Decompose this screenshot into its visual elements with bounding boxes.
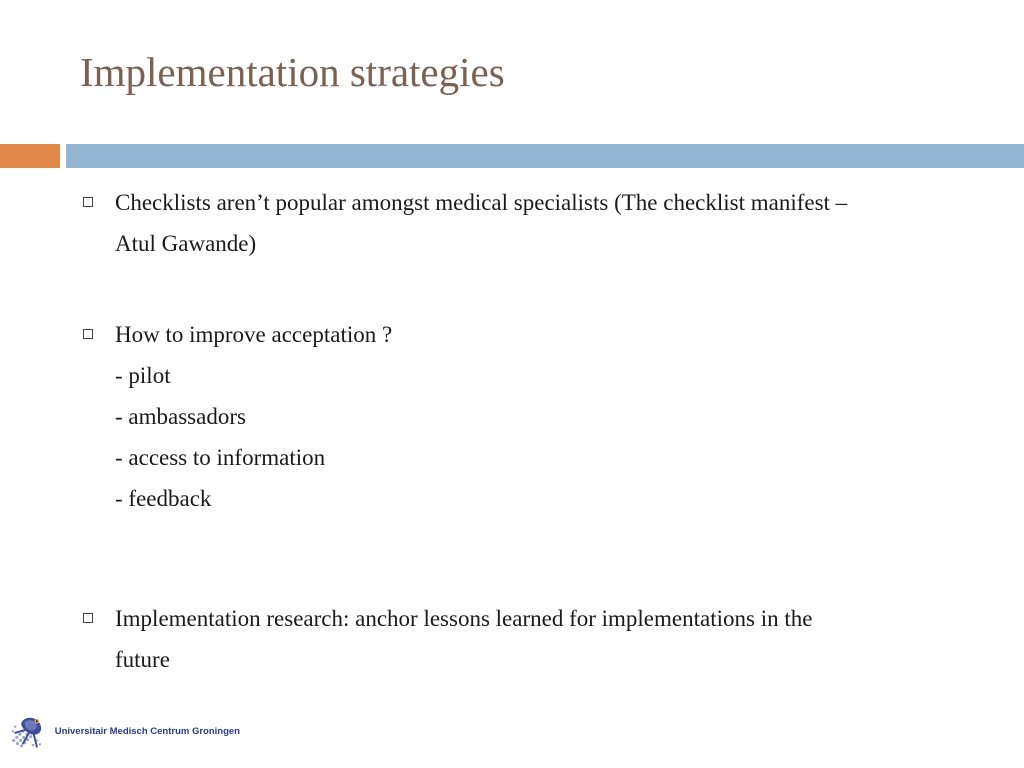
umcg-logo: [0, 695, 240, 768]
slide-title: Implementation strategies: [80, 49, 505, 95]
bullet-item: [80, 598, 960, 680]
bullet-line: Implementation research: anchor lessons learned for implementations in the: [115, 606, 813, 631]
bullet-line: future: [115, 647, 170, 672]
bullet-line: Atul Gawande): [115, 231, 257, 256]
square-bullet-icon: [83, 197, 93, 207]
bullet-item: [80, 314, 960, 519]
bullet-line: - feedback: [115, 486, 212, 511]
square-bullet-icon: [83, 329, 93, 339]
umcg-frog-logo-icon: [6, 703, 51, 761]
accent-bar-blue: [66, 144, 1024, 168]
bullet-line: How to improve acceptation ?: [115, 322, 393, 347]
logo-text: Universitair Medisch Centrum Groningen: [54, 726, 240, 737]
bullet-line: - access to information: [115, 445, 326, 470]
bullet-list: [80, 182, 960, 680]
accent-bar-orange: [0, 144, 60, 168]
bullet-item: [80, 182, 960, 264]
square-bullet-icon: [83, 613, 93, 623]
bullet-line: - ambassadors: [115, 404, 246, 429]
bullet-line: - pilot: [115, 363, 171, 388]
bullet-line: Checklists aren’t popular amongst medical specialists (The checklist manifest –: [115, 190, 848, 215]
